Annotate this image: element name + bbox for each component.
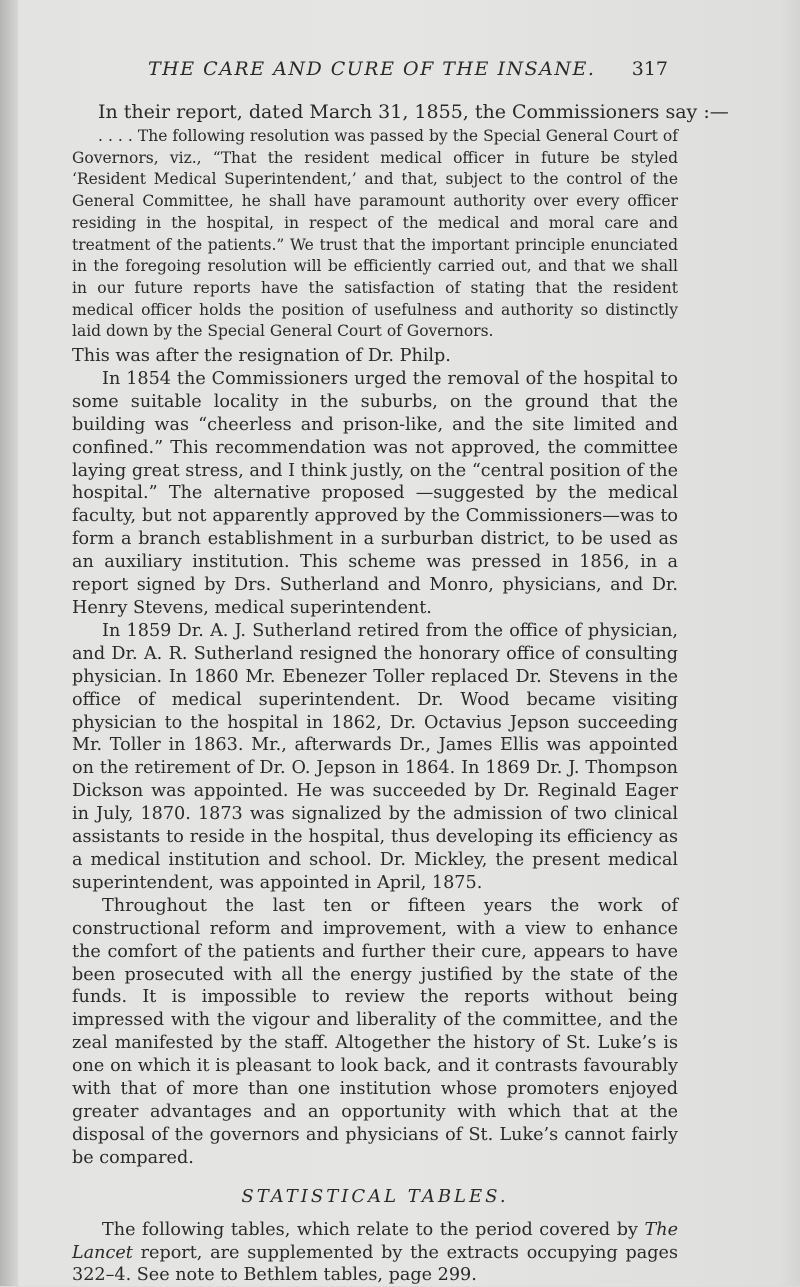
section-heading: STATISTICAL TABLES. [241, 1185, 509, 1207]
quote-text: The following resolution was passed by the Special General Court of Governors, viz., “That the resident medical officer in future be styled ‘Resident Medical Superintendent,’ and that, subject to the control of the General Committee, he shall have paramount authority over every officer residing in the hospital, in respect of the medical and moral care and treatment of the patients.” We trust that the important principle enunciated in the foregoing resolution will be efficiently carried out, and that we shall in our future reports have the satisfaction of stating that the resident medical officer holds the position of usefulness and authority so distinctly laid down by the Special General Court of Governors. [72, 127, 678, 341]
statistical-intro-end: report, are supplemented by the extracts occupying pages 322–4. See note to Bethlem tables, page 299. [72, 1242, 678, 1286]
paragraph-philp: This was after the resignation of Dr. Philp. [72, 346, 451, 367]
paragraph-1859: In 1859 Dr. A. J. Sutherland retired from the office of physician, and Dr. A. R. Sutherland resigned the honorary office of consulting physician. In 1860 Mr. Ebenezer Toller replaced Dr. Stevens in the office of medical superintendent. Dr. Wood became visiting physician to the hospital in 1862, Dr. Octavius Jepson succeeding Mr. Toller in 1863. Mr., afterwards Dr., James Ellis was appointed on the retirement of Dr. O. Jepson in 1864. In 1869 Dr. J. Thompson Dickson was appointed. He was succeeded by Dr. Reginald Eager in July, 1870. 1873 was signalized by the admission of two clinical assistants to reside in the hospital, thus developing its efficiency as a medical institution and school. Dr. Mickley, the present medical superintendent, was appointed in April, 1875. [72, 620, 678, 893]
commissioners-quote [72, 126, 678, 343]
page-number: 317 [631, 58, 668, 80]
paragraph-1854: In 1854 the Commissioners urged the removal of the hospital to some suitable locality in the suburbs, on the ground that the building was “cheerless and prison-like, and the site limited and confined.” This recommendation was not approved, the committee laying great stress, and I think justly, on the “central position of the hospital.” The alternative proposed —suggested by the medical faculty, but not apparently approved by the Commissioners—was to form a branch establishment in a surburban district, to be used as an auxiliary institution. This scheme was pressed in 1856, in a report signed by Drs. Sutherland and Monro, physicians, and Dr. Henry Stevens, medical superintendent. [72, 368, 678, 618]
statistical-intro-start: The following tables, which relate to the period covered by [102, 1219, 645, 1240]
lancet-title: The Lancet [72, 1219, 678, 1263]
quote-ellipsis: . . . . [98, 127, 133, 145]
page-body [72, 100, 729, 1287]
statistical-intro [72, 1219, 678, 1287]
paragraph-reform: Throughout the last ten or fifteen years the work of constructional reform and improvement, with a view to enhance the comfort of the patients and further their cure, appears to have been prosecuted with all the energy justified by the state of the funds. It is impossible to review the reports without being impressed with the vigour and liberality of the committee, and the zeal manifested by the staff. Altogether the history of St. Luke’s is one on which it is pleasant to look back, and it contrasts favourably with that of more than one institution whose promoters enjoyed greater advantages and an opportunity with which that at the disposal of the governors and physicians of St. Luke’s cannot fairly be compared. [72, 895, 678, 1168]
running-title: THE CARE AND CURE OF THE INSANE. [148, 58, 596, 80]
lead-sentence: In their report, dated March 31, 1855, the Commissioners say :— [98, 101, 729, 123]
running-header [148, 58, 668, 88]
binding-edge [0, 0, 18, 1286]
